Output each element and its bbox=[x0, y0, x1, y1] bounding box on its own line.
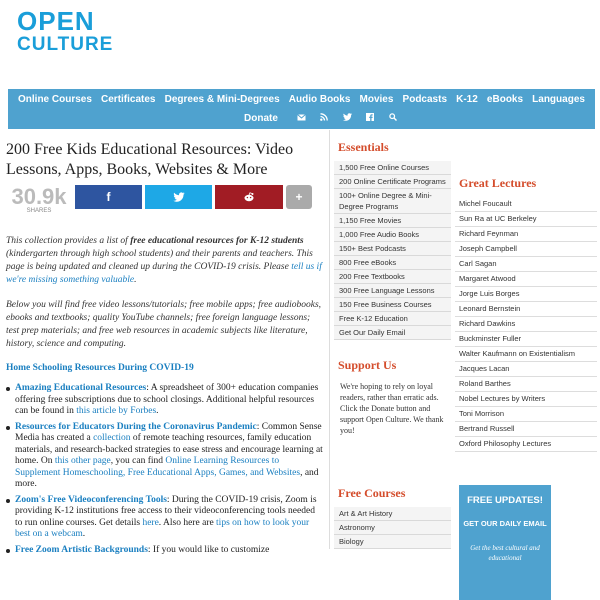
free-courses-heading: Free Courses bbox=[338, 486, 406, 500]
intro-bold: free educational resources for K-12 students bbox=[130, 236, 304, 246]
resource-link[interactable]: Free Zoom Artistic Backgrounds bbox=[15, 544, 148, 555]
share-count-label: SHARES bbox=[26, 208, 52, 214]
sidebar-item[interactable]: Jorge Luis Borges bbox=[455, 287, 597, 302]
intro-text: (kindergarten through high school students) and their parents and teachers. This page is being updated and cleaned up during the COVID-19 crisis. Please bbox=[6, 249, 313, 272]
resource-text: . Also here are bbox=[158, 517, 217, 528]
intro-paragraph-1 bbox=[6, 235, 324, 287]
sidebar-item[interactable]: Astronomy bbox=[334, 521, 451, 535]
sidebar-item[interactable]: Buckminster Fuller bbox=[455, 332, 597, 347]
facebook-share-button[interactable] bbox=[75, 185, 142, 209]
resource-text: : A spreadsheet of 300+ education companies offering free subscriptions due to school closings. Additional helpful resources can be found in bbox=[15, 383, 319, 416]
intro-paragraph-2: Below you will find free video lessons/tutorials; free mobile apps; free audiobooks, ebooks and textbooks; quality YouTube channels; free foreign language lessons; test prep materials; and free web resources in academic subjects like literature, history, science and computing. bbox=[6, 300, 322, 349]
nav-k12[interactable]: K-12 bbox=[456, 93, 478, 105]
email-signup-promo[interactable] bbox=[459, 485, 551, 600]
missing-link[interactable]: tell us if we're missing something valuable bbox=[6, 262, 322, 285]
sidebar-item[interactable]: Richard Feynman bbox=[455, 227, 597, 242]
nav-languages[interactable]: Languages bbox=[532, 93, 585, 105]
resource-link[interactable]: tips on how to look your best on a webcam bbox=[15, 517, 310, 539]
sidebar-item[interactable]: Margaret Atwood bbox=[455, 272, 597, 287]
resource-link[interactable]: Zoom's Free Videoconferencing Tools bbox=[15, 494, 167, 505]
reddit-icon bbox=[243, 192, 255, 202]
list-item bbox=[6, 495, 324, 541]
essentials-list bbox=[334, 161, 451, 340]
article bbox=[6, 140, 324, 560]
sidebar-item[interactable]: Free K-12 Education bbox=[334, 312, 451, 326]
nav-certificates[interactable]: Certificates bbox=[101, 93, 156, 105]
site-logo[interactable] bbox=[17, 7, 117, 55]
main-nav bbox=[8, 89, 595, 129]
resource-text: , you can find bbox=[110, 456, 166, 466]
list-item bbox=[6, 545, 324, 557]
sidebar-item[interactable]: 300 Free Language Lessons bbox=[334, 284, 451, 298]
sidebar-item[interactable]: Roland Barthes bbox=[455, 377, 597, 392]
resource-link[interactable]: here bbox=[142, 517, 159, 528]
resource-link[interactable]: this article by Forbes bbox=[76, 406, 157, 416]
promo-text: Get the best cultural and educational bbox=[470, 544, 540, 562]
sidebar-item[interactable]: Michel Foucault bbox=[455, 197, 597, 212]
great-lectures-list bbox=[455, 197, 597, 452]
resource-text: of remote teaching resources, family education materials, and research-backed strategies to ease stress and encourage learning at home. On bbox=[15, 433, 323, 466]
sidebar-item[interactable]: Jacques Lacan bbox=[455, 362, 597, 377]
sidebar-item[interactable]: Leonard Bernstein bbox=[455, 302, 597, 317]
facebook-icon: f bbox=[106, 190, 111, 204]
resource-text: . bbox=[156, 406, 159, 416]
sidebar-item[interactable]: 1,000 Free Audio Books bbox=[334, 228, 451, 242]
logo-line-2: CULTURE bbox=[17, 34, 114, 55]
sidebar-lectures bbox=[451, 130, 597, 600]
sidebar-item[interactable]: 100+ Online Degree & Mini-Degree Programs bbox=[334, 189, 451, 214]
nav-actions bbox=[54, 108, 595, 128]
rss-icon[interactable] bbox=[313, 113, 336, 124]
sidebar-item[interactable]: Toni Morrison bbox=[455, 407, 597, 422]
resource-text: . bbox=[82, 529, 86, 539]
nav-degrees[interactable]: Degrees & Mini-Degrees bbox=[164, 93, 280, 105]
resource-text: : If you would like to customize bbox=[147, 544, 270, 555]
essentials-heading: Essentials bbox=[338, 140, 389, 154]
sidebar-item[interactable]: Get Our Daily Email bbox=[334, 326, 451, 340]
twitter-share-button[interactable] bbox=[145, 185, 212, 209]
sidebar-item[interactable]: Bertrand Russell bbox=[455, 422, 597, 437]
free-courses-list bbox=[334, 507, 451, 549]
support-text: We're hoping to rely on loyal readers, rather than erratic ads. Click the Donate button and support Open Culture. We thank you! bbox=[340, 382, 444, 435]
resource-link[interactable]: this other page bbox=[54, 456, 111, 466]
reddit-share-button[interactable] bbox=[215, 185, 283, 209]
sidebar-item[interactable]: 150 Free Business Courses bbox=[334, 298, 451, 312]
sidebar-essentials bbox=[329, 130, 451, 549]
sidebar-item[interactable]: 150+ Best Podcasts bbox=[334, 242, 451, 256]
resource-link[interactable]: Resources for Educators During the Coronavirus Pandemic bbox=[15, 421, 257, 432]
resource-text: : Common Sense Media has created a bbox=[15, 421, 322, 443]
share-count bbox=[6, 185, 72, 214]
resource-text: , and more. bbox=[15, 467, 319, 489]
intro-text: This collection provides a list of bbox=[6, 236, 131, 246]
support-heading: Support Us bbox=[338, 358, 397, 372]
share-count-number: 30.9k bbox=[11, 184, 67, 209]
donate-link[interactable]: Donate bbox=[244, 112, 278, 124]
facebook-icon[interactable] bbox=[359, 113, 382, 124]
twitter-icon[interactable] bbox=[336, 113, 359, 124]
plus-icon: + bbox=[295, 190, 303, 204]
sidebar-item[interactable]: Art & Art History bbox=[334, 507, 451, 521]
great-lectures-heading: Great Lectures bbox=[459, 176, 537, 190]
twitter-icon bbox=[173, 192, 185, 202]
sidebar-item[interactable]: Carl Sagan bbox=[455, 257, 597, 272]
logo-line-1: OPEN bbox=[17, 6, 95, 36]
sidebar-item[interactable]: 200 Online Certificate Programs bbox=[334, 175, 451, 189]
sidebar-item[interactable]: Biology bbox=[334, 535, 451, 549]
sidebar-item[interactable]: 800 Free eBooks bbox=[334, 256, 451, 270]
resource-list bbox=[6, 383, 324, 556]
resource-text: : During the COVID-19 crisis, Zoom is providing K-12 institutions free access to their videoconferencing tools needed to run online courses. Get details bbox=[15, 494, 317, 528]
nav-audio-books[interactable]: Audio Books bbox=[288, 93, 351, 105]
sidebar-item[interactable]: 1,150 Free Movies bbox=[334, 214, 451, 228]
nav-podcasts[interactable]: Podcasts bbox=[402, 93, 448, 105]
list-item bbox=[6, 422, 324, 491]
promo-cta[interactable]: GET OUR DAILY EMAIL bbox=[463, 519, 547, 528]
section-heading: Home Schooling Resources During COVID-19 bbox=[6, 363, 194, 373]
resource-link[interactable]: Online Learning Resources to Supplement Homeschooling, Free Educational Apps, Games, and Websites bbox=[15, 456, 301, 478]
promo-title: FREE UPDATES! bbox=[467, 495, 543, 506]
more-share-button[interactable] bbox=[286, 185, 312, 209]
sidebar-item[interactable]: Walter Kaufmann on Existentialism bbox=[455, 347, 597, 362]
resource-link[interactable]: Amazing Educational Resources bbox=[15, 383, 147, 393]
sidebar-item[interactable]: Sun Ra at UC Berkeley bbox=[455, 212, 597, 227]
nav-online-courses[interactable]: Online Courses bbox=[18, 93, 92, 105]
sidebar-item[interactable]: Oxford Philosophy Lectures bbox=[455, 437, 597, 452]
sidebar-item[interactable]: Richard Dawkins bbox=[455, 317, 597, 332]
mail-icon[interactable] bbox=[290, 113, 313, 124]
sidebar-item[interactable]: 1,500 Free Online Courses bbox=[334, 161, 451, 175]
sidebar-item[interactable]: Joseph Campbell bbox=[455, 242, 597, 257]
intro-text: . bbox=[134, 275, 137, 285]
nav-ebooks[interactable]: eBooks bbox=[486, 93, 524, 105]
sidebar-item[interactable]: 200 Free Textbooks bbox=[334, 270, 451, 284]
search-icon[interactable] bbox=[382, 113, 405, 124]
nav-links bbox=[8, 90, 595, 108]
article-title: 200 Free Kids Educational Resources: Video Lessons, Apps, Books, Websites & More bbox=[6, 141, 294, 178]
list-item bbox=[6, 383, 324, 418]
resource-link[interactable]: collection bbox=[93, 433, 131, 443]
nav-movies[interactable]: Movies bbox=[359, 93, 394, 105]
share-bar bbox=[6, 185, 324, 223]
sidebar-item[interactable]: Nobel Lectures by Writers bbox=[455, 392, 597, 407]
